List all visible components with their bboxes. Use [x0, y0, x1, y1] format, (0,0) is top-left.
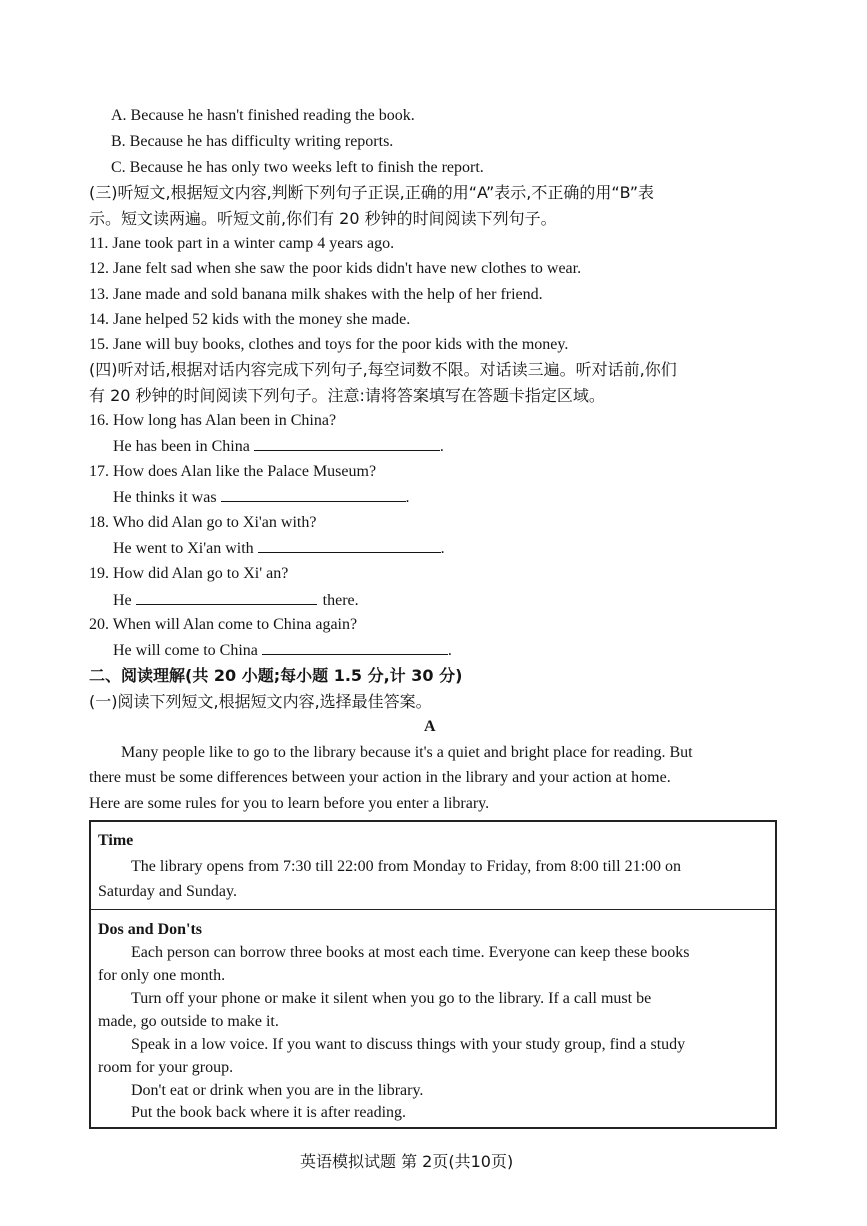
answer-19-prefix: He [113, 592, 132, 609]
rule-1-line2: for only one month. [98, 967, 226, 984]
question-20: 20. When will Alan come to China again? [89, 616, 358, 633]
item-13: 13. Jane made and sold banana milk shakes with the help of her friend. [89, 286, 543, 303]
answer-17-prefix: He thinks it was [113, 489, 217, 506]
time-text-line2: Saturday and Sunday. [98, 883, 237, 900]
box-divider [91, 909, 775, 910]
answer-20-suffix: . [447, 642, 452, 659]
question-17: 17. How does Alan like the Palace Museum? [89, 463, 377, 480]
answer-16-prefix: He has been in China [113, 438, 250, 455]
item-12: 12. Jane felt sad when she saw the poor kids didn't have new clothes to wear. [89, 260, 582, 277]
answer-16-suffix: . [439, 438, 444, 455]
library-rules-box [89, 820, 777, 1129]
rule-2-line2: made, go outside to make it. [98, 1013, 279, 1030]
answer-19-blank[interactable] [136, 590, 317, 605]
option-b: B. Because he has difficulty writing reports. [111, 133, 394, 150]
rule-3-line2: room for your group. [98, 1059, 234, 1076]
reading-sub-instruction: (一)阅读下列短文,根据短文内容,选择最佳答案。 [89, 692, 432, 711]
question-19: 19. How did Alan go to Xi' an? [89, 565, 289, 582]
question-18: 18. Who did Alan go to Xi'an with? [89, 514, 317, 531]
answer-20-prefix: He will come to China [113, 642, 258, 659]
passage-paragraph-line1: Many people like to go to the library because it's a quiet and bright place for reading. But [121, 744, 693, 761]
rule-5: Put the book back where it is after reading. [131, 1104, 407, 1121]
option-a: A. Because he hasn't finished reading the book. [111, 107, 415, 124]
item-15: 15. Jane will buy books, clothes and toys for the poor kids with the money. [89, 336, 569, 353]
passage-paragraph-line2: there must be some differences between your action in the library and your action at home. [89, 769, 671, 786]
answer-20 [113, 640, 452, 661]
section3-instruction-line2: 示。短文读两遍。听短文前,你们有 20 秒钟的时间阅读下列句子。 [89, 209, 557, 228]
answer-17-suffix: . [405, 489, 410, 506]
section4-instruction-line1: (四)听对话,根据对话内容完成下列句子,每空词数不限。对话读三遍。听对话前,你们 [89, 360, 677, 379]
item-11: 11. Jane took part in a winter camp 4 years ago. [89, 235, 395, 252]
answer-16 [113, 436, 444, 457]
rule-2-line1: Turn off your phone or make it silent when you go to the library. If a call must be [131, 990, 652, 1007]
answer-18-suffix: . [440, 540, 445, 557]
item-14: 14. Jane helped 52 kids with the money she made. [89, 311, 411, 328]
option-c: C. Because he has only two weeks left to finish the report. [111, 159, 484, 176]
answer-18-prefix: He went to Xi'an with [113, 540, 254, 557]
reading-heading: 二、阅读理解(共 20 小题;每小题 1.5 分,计 30 分) [89, 666, 463, 685]
rule-4: Don't eat or drink when you are in the library. [131, 1082, 424, 1099]
answer-19 [113, 590, 359, 611]
answer-16-blank[interactable] [254, 436, 440, 451]
rule-1-line1: Each person can borrow three books at most each time. Everyone can keep these books [131, 944, 690, 961]
answer-20-blank[interactable] [262, 640, 448, 655]
page-footer: 英语模拟试题 第 2页(共10页) [300, 1152, 514, 1171]
rule-3-line1: Speak in a low voice. If you want to discuss things with your study group, find a study [131, 1036, 686, 1053]
time-title: Time [98, 832, 134, 849]
passage-paragraph-line3: Here are some rules for you to learn before you enter a library. [89, 795, 490, 812]
section3-instruction-line1: (三)听短文,根据短文内容,判断下列句子正误,正确的用“A”表示,不正确的用“B”表 [89, 183, 655, 202]
section4-instruction-line2: 有 20 秒钟的时间阅读下列句子。注意:请将答案填写在答题卡指定区域。 [89, 386, 605, 405]
answer-17-blank[interactable] [221, 487, 406, 502]
answer-18 [113, 538, 445, 559]
passage-letter: A [424, 718, 436, 735]
time-text-line1: The library opens from 7:30 till 22:00 from Monday to Friday, from 8:00 till 21:00 on [131, 858, 682, 875]
answer-17 [113, 487, 410, 508]
question-16: 16. How long has Alan been in China? [89, 412, 337, 429]
answer-19-suffix: there. [322, 592, 359, 609]
answer-18-blank[interactable] [258, 538, 441, 553]
dos-title: Dos and Don'ts [98, 921, 203, 938]
